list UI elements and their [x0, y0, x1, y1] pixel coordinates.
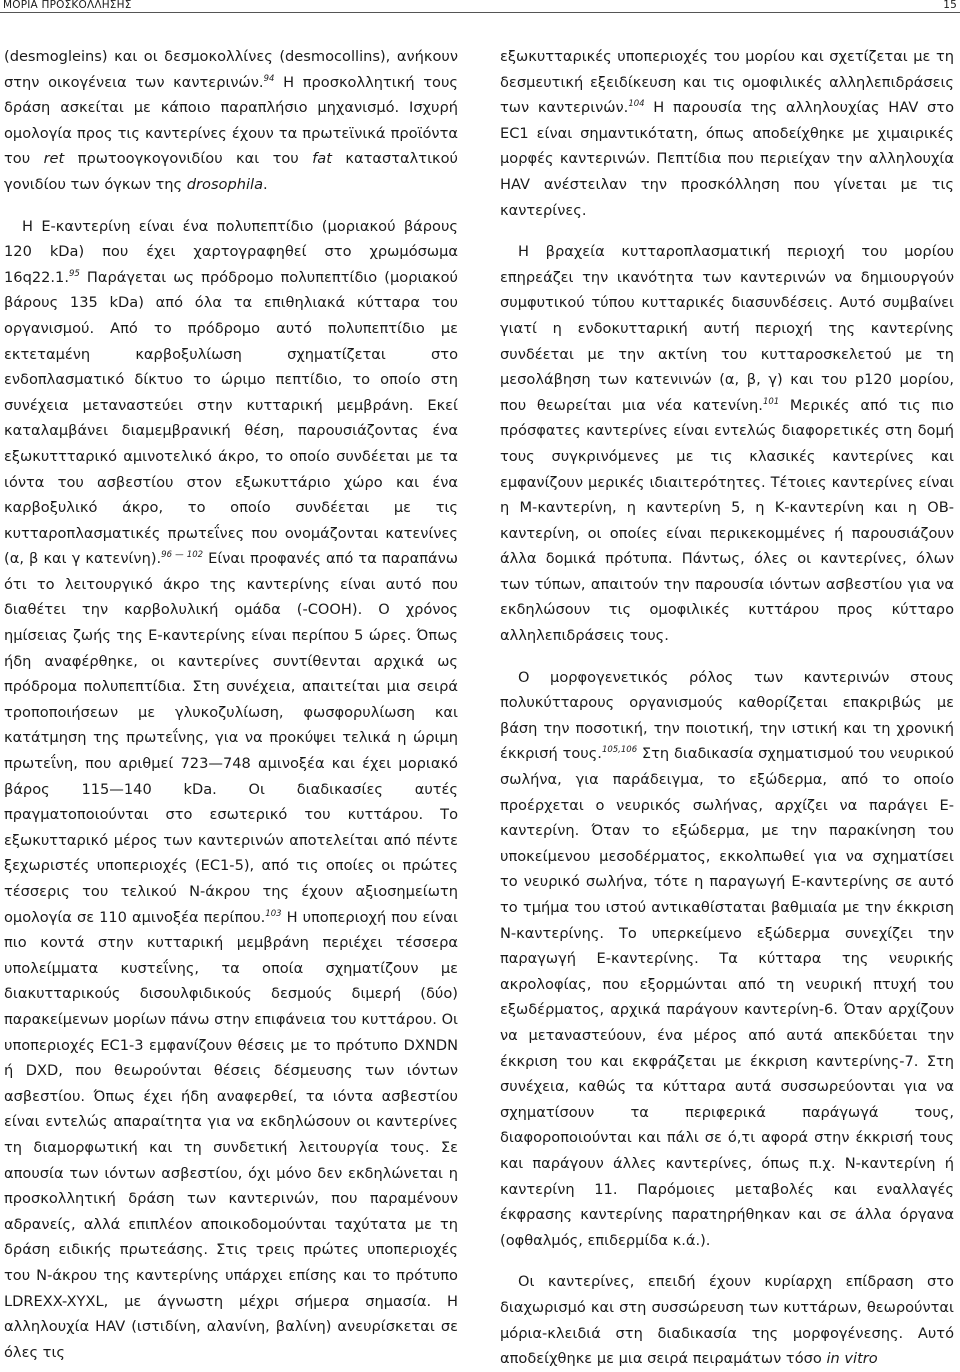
text-run: Παράγεται ως πρόδρομο πολυπεπτίδιο (μοριακού βάρους 135 kDa) από όλα τα επιθηλιακά κύτταρα του οργανισμού. Από το πρόδρομο αυτό πολυπεπτίδιο με εκτεταμένη καρβοξυλίωση σχηματίζεται στο ενδοπλασματικό δίκτυο το ώριμο πεπτίδιο, το οποίο στη συνέχεια μεταναστεύει στην κυτταρική μεμβράνη. Εκεί καταλαμβάνει διαμεμβρανική θέση, παρουσιάζοντας ένα εξωκυττταρικό αμινοτελικό άκρο, το οποίο συνδέεται με τα ιόντα του ασβεστίου στον εξωκυττάριο χώρο και ένα καρβοξυλικό άκρο, το οποίο συνδέεται με τις κυτταροπλασματικές πρωτεΐνες που ονομάζονται κατενίνες (α, β και γ κατενίνη).: [4, 268, 458, 568]
text-run: Η προσκολλητική τους δράση ασκείται με κάποιο παραπλήσιο μηχανισμό. Ισχυρή ομολογία προς τις καντερίνες έχουν τα πρωτεϊνικά προϊόντα του: [4, 73, 458, 168]
citation-105-106: 105,106: [601, 745, 638, 756]
running-header: [0, 0, 960, 13]
text-run: Μερικές από τις πιο πρόσφατες καντερίνες είναι εντελώς διαφορετικές στη δομή τους συγκρινόμενες με τις κλασικές καντερίνες και εμφανίζουν μερικές ιδιαιτερότητες. Τέτοιες καντερίνες είναι η Μ-καντερίνη, η καντερίνη 5, η Κ-καντερίνη και η ΟΒ-καντερίνη, οι οποίες είναι περικεκομμένες ή παρουσιάζουν άλλα δομικά πρότυπα. Πάντως, όλες οι καντερίνες, όλων των τύπων, απαιτούν την παρουσία ιόντων ασβεστίου για να εκδηλώσουν τις ομοφιλικές κυττάρου προς κύτταρο αλληλεπιδράσεις τους.: [500, 396, 954, 645]
citation-95: 95: [68, 268, 80, 279]
text-run: Στη διαδικασία σχηματισμού του νευρικού σωλήνα, για παράδειγμα, το εξώδερμα, από το οποίο προέρχεται ο νευρικός σωλήνας, αρχίζει να παράγει Ε-καντερίνη. Όταν το εξώδερμα, με την παρακίνηση του υποκείμενου μεσοδέρματος, εκκολπωθεί για να σχηματίσει το νευρικό σωλήνα, τότε η παραγωγή Ε-καντερίνης σε αυτό το τμήμα του ιστού αντικαθίσταται βαθμιαία με την έκκριση Ν-καντερίνης. Το υπερκείμενο εξώδερμα συνεχίζει την παραγωγή Ε-καντερίνης. Τα κύτταρα της νευρικής ακρολοφίας, που εξορμώνται από τη νευρική πτυχή του εξωδέρματος, αρχικά παράγουν καντερίνη-6. Όταν αρχίζουν να μεταναστεύουν, ένα μέρος από αυτά απεκδύεται την έκκριση του και εκφράζεται με έκκριση καντερίνης-7. Στη συνέχεια, καθώς τα κύτταρα αυτά συσσωρεύονται για να σχηματίσουν τα περιφερικά παράγωγά τους, διαφοροποιούνται και πάλι σε ό,τι αφορά στην έκκρισή τους και παράγουν άλλες καντερίνες, όπως π.χ. Ν-καντερίνη ή καντερίνη 11. Παρόμοιες μεταβολές και εναλλαγές έκφρασης καντερίνης παρατηρήθηκαν και σε άλλα όργανα (οφθαλμός, επιδερμίδα κ.ά.).: [500, 745, 954, 1249]
gene-fat: fat: [312, 150, 332, 168]
text-run: (desmogleins) και οι δεσμοκολλίνες (desmocollins), ανήκουν στην οικογένεια των καντερινών.: [4, 48, 458, 91]
term-in-vitro: in vitro: [826, 1350, 878, 1368]
paragraph-hav-sequence: [500, 44, 954, 223]
text-run: Η παρουσία της αλληλουχίας HAV στο EC1 είναι σημαντικότατη, όπως αποδείχθηκε με χιμαιρικές μορφές καντερινών. Πεπτίδια που περιείχαν την αλληλουχία HAV ανέστειλαν την προσκόλληση που γίνεται με τις καντερίνες.: [500, 99, 955, 219]
text-run: πρωτοογκογονιδίου και του: [64, 150, 313, 168]
text-run: Οι καντερίνες, επειδή έχουν κυρίαρχη επίδραση στο διαχωρισμό και στη συσσώρευση των κυττάρων, θεωρούνται μόρια-κλειδιά στη διαδικασία της μορφογένεσης. Αυτό αποδείχθηκε με μια σειρά πειραμάτων τόσο: [500, 1273, 954, 1368]
text-run: .: [263, 175, 268, 193]
text-run: κατασταλτικού γονιδίου των όγκων της: [4, 150, 458, 193]
right-column: [500, 44, 954, 1372]
paragraph-morphogenetic-role: [500, 665, 954, 1254]
paragraph-e-cadherin: [4, 214, 458, 1366]
citation-104: 104: [628, 99, 645, 110]
citation-96-102: 96 — 102: [161, 550, 204, 561]
text-run: Η βραχεία κυτταροπλασματική περιοχή του μορίου επηρεάζει την ικανότητα των καντερινών να δημιουργούν συμφυτικού τύπου κυτταρικές διασυνδέσεις. Αυτό συμβαίνει γιατί η ενδοκυτταρική αυτή περιοχή της καντερίνης συνδέεται με την ακτίνη του κυτταροσκελετού με τη μεσολάβηση των κατενινών (α, β, γ) και του p120 μορίου, που θεωρείται μια νέα κατενίνη.: [500, 243, 954, 414]
paragraph-cytoplasmic-region: [500, 239, 954, 649]
citation-94: 94: [263, 73, 275, 84]
text-run: Είναι προφανές από τα παραπάνω ότι το λειτουργικό άκρο της καντερίνης είναι αυτό που διαθέτει την καρβολυλική ομάδα (-COOH). Ο χρόνος ημίσειας ζωής της Ε-καντερίνης είναι περίπου 5 ώρες. Όπως ήδη αναφέρθηκε, οι καντερίνες συντίθενται αρχικά ως πρόδρομα πολυπεπτίδια. Στη συνέχεια, απαιτείται μια σειρά τροποποιήσεων με γλυκοζυλίωση, φωσφορυλίωση και κατάτμηση της πρωτεΐνης, για να προκύψει τελικά η ώριμη πρωτεΐνη, που αριθμεί 723—748 αμινοξέα και έχει μοριακό βάρος 115—140 kDa. Οι διαδικασίες αυτές πραγματοποιούνται στο εσωτερικό του κυττάρου. Το εξωκυτταρικό μέρος των καντερινών αποτελείται από πέντε ξεχωριστές υποπεριοχές (EC1-5), από τις οποίες οι πρώτες τέσσερις του τελικού Ν-άκρου της έχουν αξιοσημείωτη ομολογία σε 110 αμινοξέα περίπου.: [4, 550, 458, 926]
citation-101: 101: [762, 396, 780, 407]
text-run: Η υποπεριοχή που είναι πιο κοντά στην κυτταρική μεμβράνη περιέχει τέσσερα υπολείμματα κυστεΐνης, τα οποία σχηματίζουν με διακυτταρικούς δισουλφιδικούς δεσμούς διμερή (δύο) παρακείμενων μορίων πάνω στην επιφάνεια του κυττάρου. Οι υποπεριοχές EC1-3 εμφανίζουν θέσεις με το πρότυπο DXNDN ή DXD, που θεωρούνται θέσεις δέσμευσης των ιόντων ασβεστίου. Όπως έχει ήδη αναφερθεί, τα ιόντα ασβεστίου είναι εντελώς απαραίτητα για να εκδηλώσουν οι καντερίνες τη διαμορφωτική και τη συνδετική λειτουργία τους. Σε απουσία των ιόντων ασβεστίου, όχι μόνο δεν εκδηλώνεται η προσκολλητική δράση των καντερινών, που παραμένουν αδρανείς, αλλά επιπλέον αποικοδομούνται ταχύτατα με τη δράση ειδικής πρωτεάσης. Στις τρεις πρώτες υποπεριοχές του Ν-άκρου της καντερίνης υπάρχει επίσης και το πρότυπο LDREXX-XYXL, με άγνωστη μέχρι σήμερα σημασία. Η αλληλουχία HAV (ιστιδίνη, αλανίνη, βαλίνη) ανευρίσκεται σε όλες τις: [4, 908, 458, 1361]
text-run: εξωκυτταρικές υποπεριοχές του μορίου και σχετίζεται με τη δεσμευτική εξειδίκευση και τις ομοφιλικές αλληλεπιδράσεις των καντερινών.: [500, 48, 954, 117]
gene-ret: ret: [43, 150, 65, 168]
text-run: Ο μορφογενετικός ρόλος των καντερινών στους πολυκύτταρους οργανισμούς καθορίζεται επακριβώς με βάση την ποσοτική, την ποιοτική, την ιστική και τη χρονική έκκρισή τους.: [500, 668, 954, 763]
paragraph-key-molecules: [500, 1269, 954, 1371]
left-column: [4, 44, 458, 1365]
text-run: Η Ε-καντερίνη είναι ένα πολυπεπτίδιο (μοριακού βάρους 120 kDa) που έχει χαρτογραφηθεί στο χρωμόσωμα 16q22.1.: [4, 217, 458, 286]
citation-103: 103: [265, 908, 282, 919]
page-number: 15: [943, 0, 957, 11]
running-title: ΜΟΡΙΑ ΠΡΟΣΚΟΛΛΗΣΗΣ: [3, 0, 132, 11]
species-drosophila: drosophila: [186, 175, 264, 193]
paragraph-desmogleins: [4, 44, 458, 198]
